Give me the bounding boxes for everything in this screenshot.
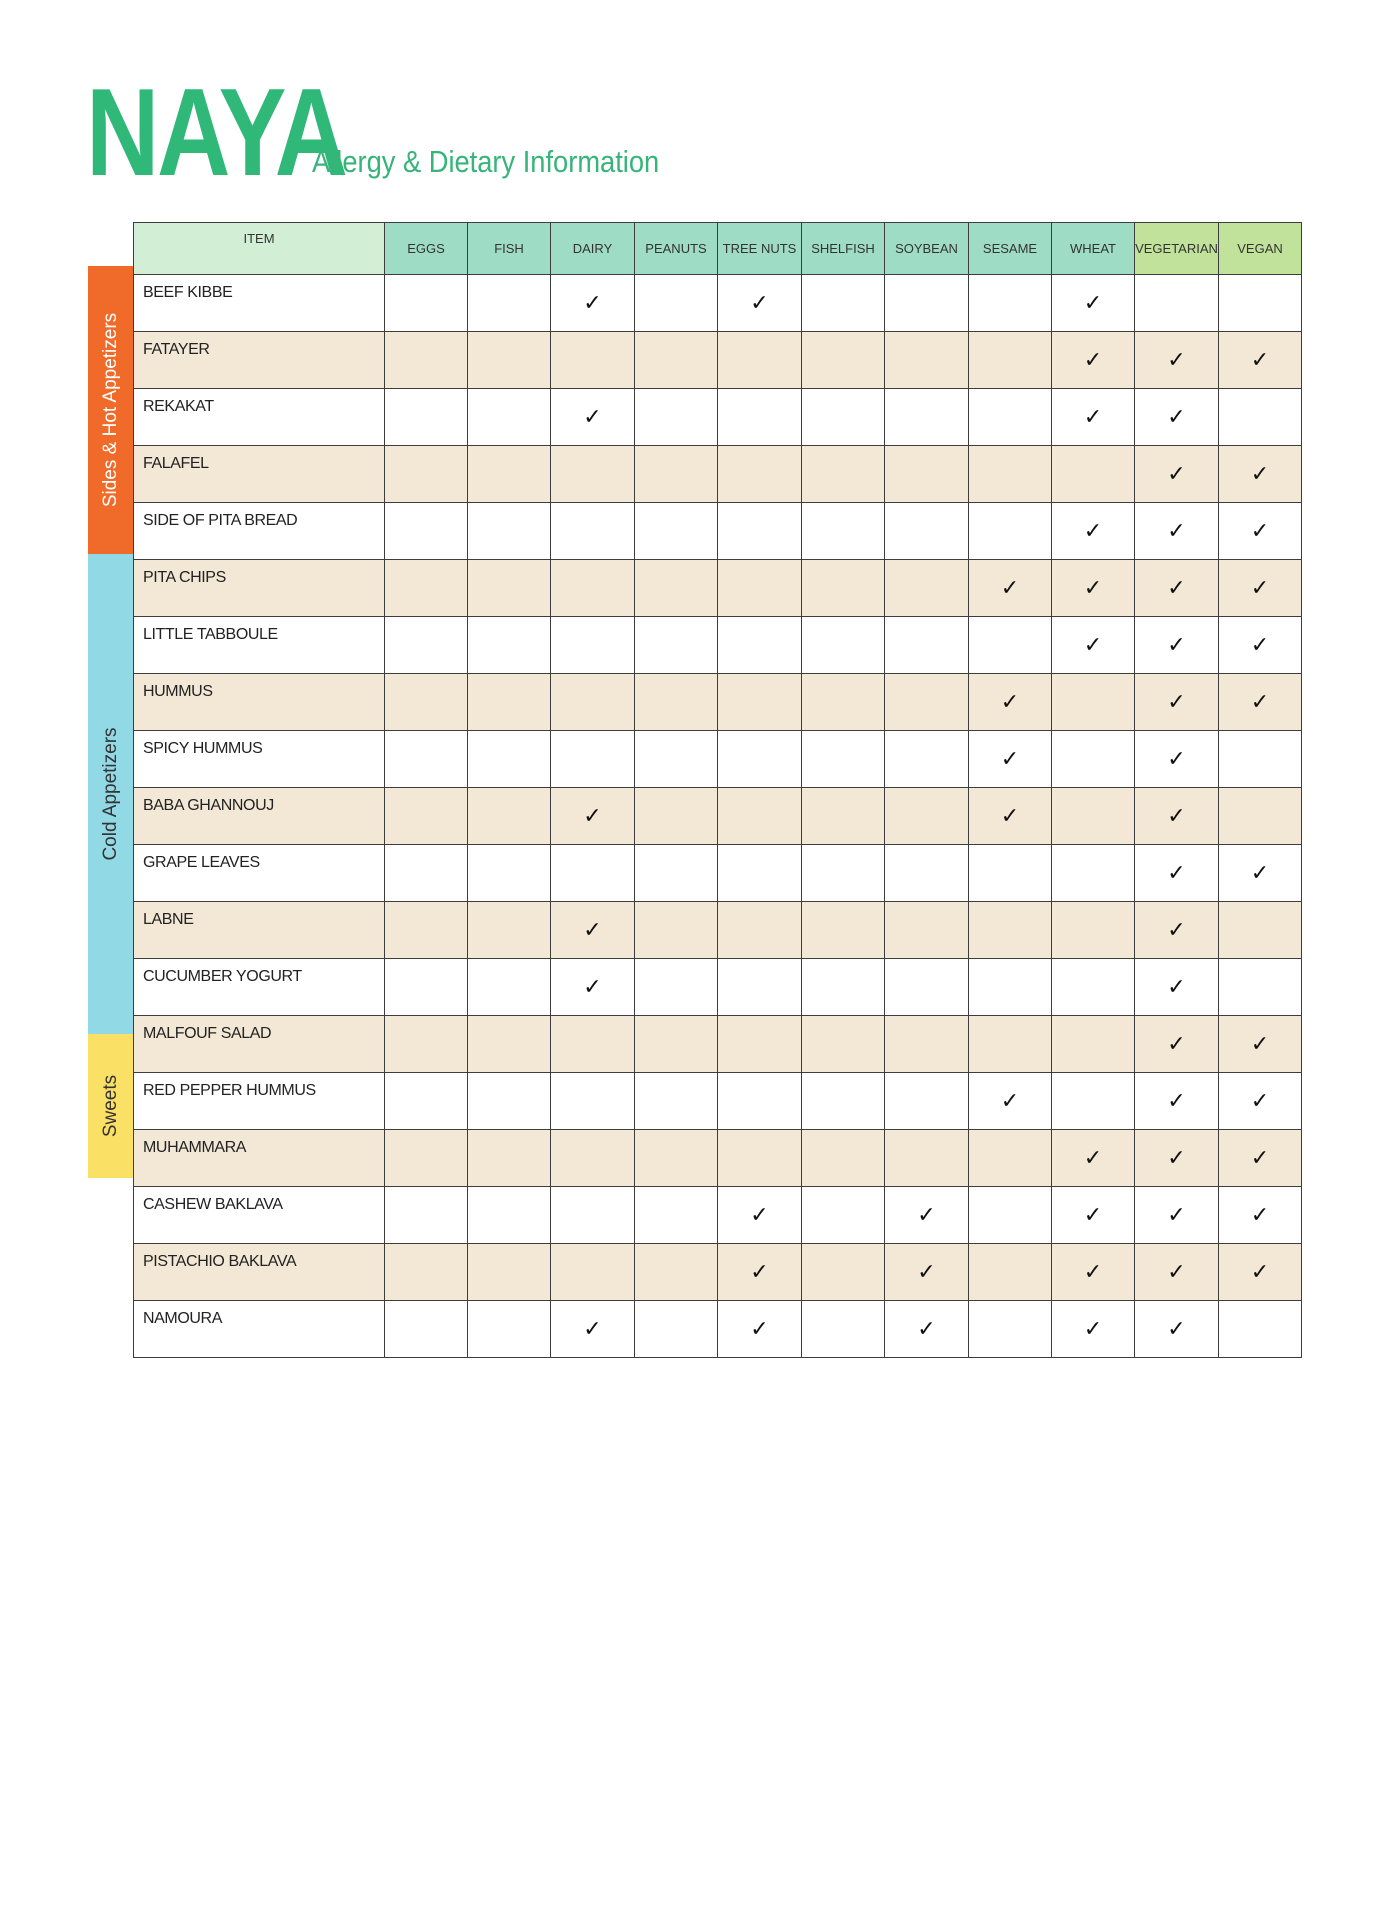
cell-eggs — [385, 845, 468, 902]
item-name: CUCUMBER YOGURT — [134, 959, 385, 1016]
cell-soybean — [885, 731, 969, 788]
cell-soybean — [885, 1073, 969, 1130]
cell-dairy — [551, 845, 635, 902]
table-body — [134, 275, 1302, 1358]
cell-vegetarian: ✓ — [1135, 617, 1219, 674]
cell-shelfish — [802, 1244, 885, 1301]
cell-vegan: ✓ — [1219, 1073, 1302, 1130]
cell-wheat — [1052, 788, 1135, 845]
cell-wheat: ✓ — [1052, 332, 1135, 389]
cell-vegan: ✓ — [1219, 1130, 1302, 1187]
cell-vegetarian: ✓ — [1135, 1244, 1219, 1301]
cell-vegan: ✓ — [1219, 617, 1302, 674]
cell-eggs — [385, 446, 468, 503]
cell-peanuts — [635, 275, 718, 332]
cell-sesame — [969, 389, 1052, 446]
cell-vegan: ✓ — [1219, 560, 1302, 617]
cell-soybean — [885, 902, 969, 959]
cell-sesame: ✓ — [969, 1073, 1052, 1130]
cell-dairy — [551, 1187, 635, 1244]
section-cold — [88, 554, 133, 1034]
cell-dairy — [551, 446, 635, 503]
cell-wheat: ✓ — [1052, 1301, 1135, 1358]
table-row — [134, 1130, 1302, 1187]
table-row — [134, 1187, 1302, 1244]
cell-fish — [468, 788, 551, 845]
cell-soybean — [885, 275, 969, 332]
cell-sesame: ✓ — [969, 560, 1052, 617]
cell-tree-nuts — [718, 674, 802, 731]
cell-peanuts — [635, 332, 718, 389]
cell-tree-nuts — [718, 1073, 802, 1130]
cell-tree-nuts: ✓ — [718, 1244, 802, 1301]
cell-fish — [468, 1244, 551, 1301]
item-name: LITTLE TABBOULE — [134, 617, 385, 674]
cell-soybean: ✓ — [885, 1244, 969, 1301]
cell-sesame — [969, 503, 1052, 560]
cell-vegetarian: ✓ — [1135, 503, 1219, 560]
cell-shelfish — [802, 1301, 885, 1358]
header-shelfish: SHELFISH — [802, 223, 885, 275]
header-peanuts: PEANUTS — [635, 223, 718, 275]
section-label: Sweets — [99, 1074, 121, 1138]
cell-eggs — [385, 1016, 468, 1073]
table-row — [134, 1301, 1302, 1358]
cell-fish — [468, 503, 551, 560]
table-row — [134, 275, 1302, 332]
cell-soybean — [885, 1016, 969, 1073]
cell-tree-nuts — [718, 446, 802, 503]
cell-shelfish — [802, 389, 885, 446]
cell-vegan — [1219, 788, 1302, 845]
cell-wheat: ✓ — [1052, 1130, 1135, 1187]
cell-soybean: ✓ — [885, 1187, 969, 1244]
cell-shelfish — [802, 674, 885, 731]
cell-peanuts — [635, 446, 718, 503]
cell-soybean — [885, 617, 969, 674]
cell-vegan: ✓ — [1219, 446, 1302, 503]
cell-soybean — [885, 503, 969, 560]
header-vegetarian: VEGETARIAN — [1135, 223, 1219, 275]
cell-wheat: ✓ — [1052, 1187, 1135, 1244]
cell-peanuts — [635, 902, 718, 959]
section-sweets — [88, 1034, 133, 1178]
cell-eggs — [385, 389, 468, 446]
table-row — [134, 959, 1302, 1016]
cell-sesame — [969, 959, 1052, 1016]
cell-tree-nuts — [718, 332, 802, 389]
cell-eggs — [385, 731, 468, 788]
cell-tree-nuts — [718, 959, 802, 1016]
cell-shelfish — [802, 446, 885, 503]
cell-peanuts — [635, 560, 718, 617]
cell-sesame — [969, 446, 1052, 503]
cell-peanuts — [635, 845, 718, 902]
item-name: SPICY HUMMUS — [134, 731, 385, 788]
cell-sesame — [969, 1016, 1052, 1073]
cell-sesame: ✓ — [969, 674, 1052, 731]
cell-tree-nuts: ✓ — [718, 1301, 802, 1358]
cell-fish — [468, 617, 551, 674]
cell-sesame — [969, 845, 1052, 902]
cell-fish — [468, 959, 551, 1016]
header-sesame: SESAME — [969, 223, 1052, 275]
cell-peanuts — [635, 1244, 718, 1301]
cell-vegetarian: ✓ — [1135, 1187, 1219, 1244]
cell-fish — [468, 845, 551, 902]
cell-tree-nuts — [718, 845, 802, 902]
table-row — [134, 731, 1302, 788]
cell-tree-nuts — [718, 1130, 802, 1187]
cell-sesame: ✓ — [969, 788, 1052, 845]
cell-soybean: ✓ — [885, 1301, 969, 1358]
item-name: GRAPE LEAVES — [134, 845, 385, 902]
cell-dairy — [551, 503, 635, 560]
table-row — [134, 389, 1302, 446]
header-fish: FISH — [468, 223, 551, 275]
header-row — [134, 223, 1302, 275]
table-row — [134, 332, 1302, 389]
cell-eggs — [385, 1244, 468, 1301]
cell-peanuts — [635, 1187, 718, 1244]
cell-fish — [468, 1301, 551, 1358]
cell-peanuts — [635, 389, 718, 446]
cell-eggs — [385, 1130, 468, 1187]
cell-eggs — [385, 560, 468, 617]
cell-soybean — [885, 389, 969, 446]
table-row — [134, 446, 1302, 503]
cell-tree-nuts — [718, 788, 802, 845]
cell-dairy — [551, 617, 635, 674]
item-name: FALAFEL — [134, 446, 385, 503]
cell-shelfish — [802, 560, 885, 617]
table-row — [134, 1073, 1302, 1130]
cell-wheat — [1052, 1073, 1135, 1130]
cell-vegan: ✓ — [1219, 1016, 1302, 1073]
cell-shelfish — [802, 617, 885, 674]
allergy-table-container — [133, 222, 1302, 1358]
cell-wheat — [1052, 845, 1135, 902]
table-row — [134, 560, 1302, 617]
cell-tree-nuts: ✓ — [718, 1187, 802, 1244]
cell-vegetarian: ✓ — [1135, 560, 1219, 617]
table-row — [134, 617, 1302, 674]
cell-tree-nuts — [718, 389, 802, 446]
cell-dairy — [551, 1016, 635, 1073]
cell-eggs — [385, 674, 468, 731]
cell-peanuts — [635, 1301, 718, 1358]
cell-shelfish — [802, 731, 885, 788]
cell-sesame — [969, 617, 1052, 674]
cell-wheat: ✓ — [1052, 617, 1135, 674]
cell-wheat: ✓ — [1052, 503, 1135, 560]
cell-wheat: ✓ — [1052, 389, 1135, 446]
cell-vegan — [1219, 275, 1302, 332]
section-label: Sides & Hot Appetizers — [99, 312, 121, 508]
cell-shelfish — [802, 1073, 885, 1130]
cell-vegetarian: ✓ — [1135, 902, 1219, 959]
cell-vegetarian: ✓ — [1135, 788, 1219, 845]
cell-vegan: ✓ — [1219, 332, 1302, 389]
cell-dairy — [551, 1244, 635, 1301]
cell-vegan — [1219, 731, 1302, 788]
cell-peanuts — [635, 1130, 718, 1187]
cell-tree-nuts — [718, 902, 802, 959]
cell-sesame — [969, 1130, 1052, 1187]
cell-shelfish — [802, 275, 885, 332]
page-subtitle: Allergy & Dietary Information — [312, 144, 660, 179]
cell-eggs — [385, 617, 468, 674]
cell-vegetarian: ✓ — [1135, 389, 1219, 446]
cell-eggs — [385, 503, 468, 560]
cell-fish — [468, 446, 551, 503]
cell-vegan: ✓ — [1219, 1244, 1302, 1301]
cell-vegetarian — [1135, 275, 1219, 332]
section-label: Cold Appetizers — [99, 727, 121, 861]
cell-vegetarian: ✓ — [1135, 1130, 1219, 1187]
table-row — [134, 845, 1302, 902]
cell-fish — [468, 1130, 551, 1187]
cell-eggs — [385, 332, 468, 389]
item-name: NAMOURA — [134, 1301, 385, 1358]
item-name: PISTACHIO BAKLAVA — [134, 1244, 385, 1301]
brand-logo: NAYA — [86, 64, 346, 202]
cell-fish — [468, 674, 551, 731]
cell-eggs — [385, 959, 468, 1016]
item-name: PITA CHIPS — [134, 560, 385, 617]
cell-vegan — [1219, 1301, 1302, 1358]
cell-eggs — [385, 1301, 468, 1358]
section-labels — [88, 266, 133, 1178]
cell-tree-nuts — [718, 503, 802, 560]
table-row — [134, 788, 1302, 845]
cell-peanuts — [635, 959, 718, 1016]
cell-dairy: ✓ — [551, 275, 635, 332]
item-name: SIDE OF PITA BREAD — [134, 503, 385, 560]
header-vegan: VEGAN — [1219, 223, 1302, 275]
cell-fish — [468, 332, 551, 389]
cell-fish — [468, 731, 551, 788]
cell-wheat — [1052, 731, 1135, 788]
cell-shelfish — [802, 1016, 885, 1073]
cell-shelfish — [802, 788, 885, 845]
item-name: CASHEW BAKLAVA — [134, 1187, 385, 1244]
cell-sesame: ✓ — [969, 731, 1052, 788]
cell-eggs — [385, 788, 468, 845]
cell-peanuts — [635, 1016, 718, 1073]
cell-eggs — [385, 275, 468, 332]
cell-soybean — [885, 332, 969, 389]
cell-vegan: ✓ — [1219, 674, 1302, 731]
cell-fish — [468, 1073, 551, 1130]
cell-vegetarian: ✓ — [1135, 1016, 1219, 1073]
section-hot — [88, 266, 133, 554]
item-name: RED PEPPER HUMMUS — [134, 1073, 385, 1130]
cell-soybean — [885, 1130, 969, 1187]
cell-soybean — [885, 959, 969, 1016]
item-name: HUMMUS — [134, 674, 385, 731]
cell-shelfish — [802, 902, 885, 959]
cell-eggs — [385, 1073, 468, 1130]
item-name: MUHAMMARA — [134, 1130, 385, 1187]
cell-fish — [468, 275, 551, 332]
cell-dairy: ✓ — [551, 902, 635, 959]
cell-tree-nuts — [718, 731, 802, 788]
cell-fish — [468, 389, 551, 446]
table-row — [134, 503, 1302, 560]
cell-vegetarian: ✓ — [1135, 674, 1219, 731]
cell-fish — [468, 1187, 551, 1244]
cell-dairy — [551, 731, 635, 788]
cell-vegan: ✓ — [1219, 845, 1302, 902]
cell-vegan — [1219, 902, 1302, 959]
item-name: BABA GHANNOUJ — [134, 788, 385, 845]
header-tree-nuts: TREE NUTS — [718, 223, 802, 275]
cell-sesame — [969, 902, 1052, 959]
cell-shelfish — [802, 332, 885, 389]
cell-soybean — [885, 446, 969, 503]
header-item: ITEM — [134, 223, 385, 275]
item-name: REKAKAT — [134, 389, 385, 446]
header-wheat: WHEAT — [1052, 223, 1135, 275]
cell-tree-nuts: ✓ — [718, 275, 802, 332]
cell-vegetarian: ✓ — [1135, 1301, 1219, 1358]
cell-soybean — [885, 560, 969, 617]
table-row — [134, 1016, 1302, 1073]
cell-eggs — [385, 1187, 468, 1244]
cell-dairy: ✓ — [551, 1301, 635, 1358]
cell-wheat — [1052, 959, 1135, 1016]
table-row — [134, 674, 1302, 731]
cell-shelfish — [802, 503, 885, 560]
cell-fish — [468, 560, 551, 617]
cell-sesame — [969, 1244, 1052, 1301]
cell-peanuts — [635, 731, 718, 788]
cell-wheat — [1052, 1016, 1135, 1073]
cell-dairy: ✓ — [551, 788, 635, 845]
cell-tree-nuts — [718, 617, 802, 674]
cell-wheat: ✓ — [1052, 560, 1135, 617]
cell-wheat — [1052, 446, 1135, 503]
cell-vegan: ✓ — [1219, 503, 1302, 560]
cell-vegetarian: ✓ — [1135, 731, 1219, 788]
cell-soybean — [885, 845, 969, 902]
cell-dairy — [551, 332, 635, 389]
cell-peanuts — [635, 617, 718, 674]
cell-vegan: ✓ — [1219, 1187, 1302, 1244]
cell-dairy: ✓ — [551, 389, 635, 446]
cell-sesame — [969, 275, 1052, 332]
cell-peanuts — [635, 503, 718, 560]
cell-dairy — [551, 1073, 635, 1130]
cell-dairy — [551, 1130, 635, 1187]
cell-wheat: ✓ — [1052, 275, 1135, 332]
cell-vegan — [1219, 389, 1302, 446]
item-name: LABNE — [134, 902, 385, 959]
item-name: MALFOUF SALAD — [134, 1016, 385, 1073]
cell-dairy — [551, 674, 635, 731]
cell-shelfish — [802, 959, 885, 1016]
cell-vegetarian: ✓ — [1135, 845, 1219, 902]
item-name: FATAYER — [134, 332, 385, 389]
cell-dairy — [551, 560, 635, 617]
cell-vegetarian: ✓ — [1135, 959, 1219, 1016]
cell-peanuts — [635, 1073, 718, 1130]
cell-peanuts — [635, 674, 718, 731]
header-dairy: DAIRY — [551, 223, 635, 275]
cell-vegetarian: ✓ — [1135, 1073, 1219, 1130]
cell-shelfish — [802, 845, 885, 902]
cell-tree-nuts — [718, 1016, 802, 1073]
cell-wheat: ✓ — [1052, 1244, 1135, 1301]
table-row — [134, 1244, 1302, 1301]
cell-peanuts — [635, 788, 718, 845]
cell-soybean — [885, 788, 969, 845]
table-row — [134, 902, 1302, 959]
cell-shelfish — [802, 1187, 885, 1244]
cell-fish — [468, 1016, 551, 1073]
cell-vegetarian: ✓ — [1135, 332, 1219, 389]
item-name: BEEF KIBBE — [134, 275, 385, 332]
cell-vegetarian: ✓ — [1135, 446, 1219, 503]
cell-dairy: ✓ — [551, 959, 635, 1016]
cell-fish — [468, 902, 551, 959]
header-eggs: EGGS — [385, 223, 468, 275]
cell-shelfish — [802, 1130, 885, 1187]
cell-sesame — [969, 1187, 1052, 1244]
allergy-table — [133, 222, 1302, 1358]
header-soybean: SOYBEAN — [885, 223, 969, 275]
cell-sesame — [969, 332, 1052, 389]
cell-vegan — [1219, 959, 1302, 1016]
cell-wheat — [1052, 902, 1135, 959]
cell-tree-nuts — [718, 560, 802, 617]
cell-wheat — [1052, 674, 1135, 731]
cell-sesame — [969, 1301, 1052, 1358]
table-header — [134, 223, 1302, 275]
cell-eggs — [385, 902, 468, 959]
cell-soybean — [885, 674, 969, 731]
